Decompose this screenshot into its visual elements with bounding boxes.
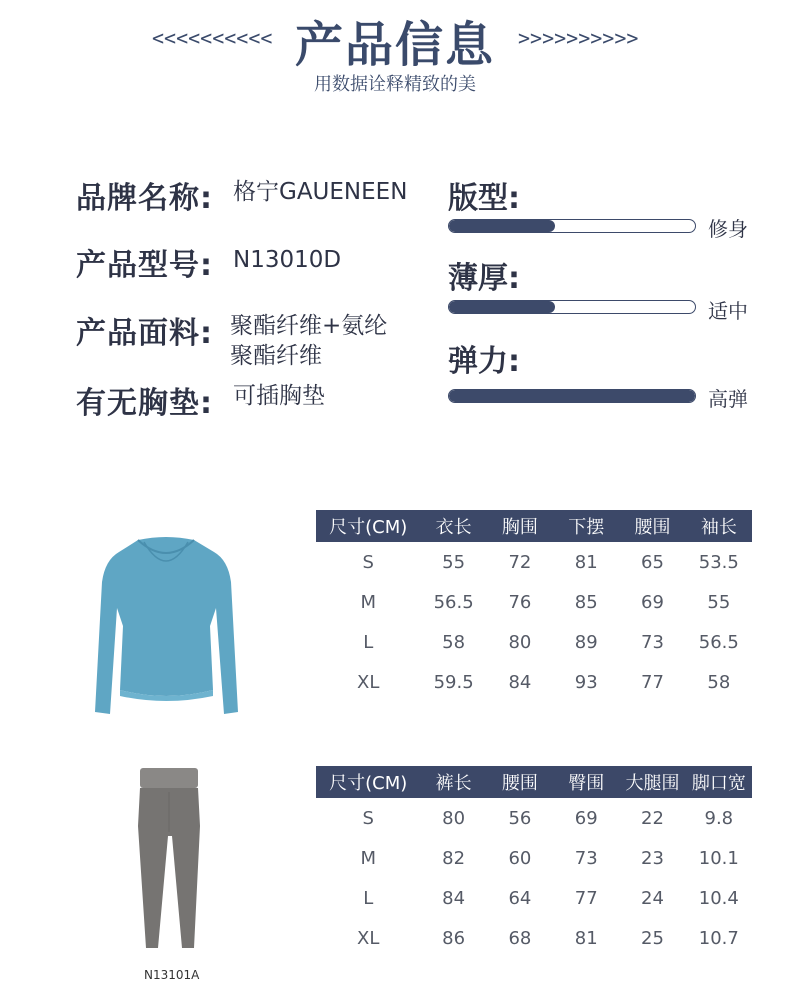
- page-subtitle: 用数据诠释精致的美: [314, 74, 476, 95]
- table-cell: XL: [357, 927, 380, 949]
- table-row: [316, 918, 752, 958]
- table-cell: S: [362, 551, 374, 573]
- fabric-value-line1: 聚酯纤维+氨纶: [230, 313, 388, 339]
- table-header-cell: 大腿围: [619, 766, 685, 798]
- table-row: [316, 662, 752, 702]
- page-title: 产品信息: [294, 17, 495, 73]
- table-cell: 64: [508, 887, 532, 909]
- table-header-cell: 尺寸(CM): [316, 766, 420, 798]
- table-header-cell: 裤长: [420, 766, 486, 798]
- table-cell: 76: [508, 591, 532, 613]
- brand-label: 品牌名称:: [76, 181, 213, 216]
- table-cell: 58: [707, 671, 731, 693]
- table-cell: 69: [574, 807, 598, 829]
- table-cell: 72: [508, 551, 532, 573]
- leggings-size-table: [316, 766, 752, 958]
- table-cell: 59.5: [433, 671, 474, 693]
- table-header-cell: 胸围: [487, 510, 553, 542]
- right-decorative-arrows: >>>>>>>>>>: [518, 26, 639, 50]
- table-cell: 68: [508, 927, 532, 949]
- fit-bar-fill: [449, 220, 555, 232]
- leggings-image: [134, 766, 204, 952]
- product-image-caption: N13101A: [144, 968, 200, 982]
- table-cell: 77: [574, 887, 598, 909]
- table-row: [316, 582, 752, 622]
- table-header-row: [316, 766, 752, 798]
- chest-pad-value: 可插胸垫: [233, 383, 325, 409]
- model-value: N13010D: [233, 247, 342, 273]
- table-cell: 73: [574, 847, 598, 869]
- table-cell: 65: [641, 551, 664, 573]
- table-cell: 86: [442, 927, 466, 949]
- fabric-value-line2: 聚酯纤维: [230, 343, 322, 369]
- table-cell: 89: [574, 631, 598, 653]
- table-cell: 56: [508, 807, 532, 829]
- table-header-cell: 袖长: [686, 510, 752, 542]
- table-header-cell: 臀围: [553, 766, 619, 798]
- table-cell: 9.8: [704, 807, 734, 829]
- table-cell: L: [363, 631, 374, 653]
- table-cell: 55: [707, 591, 731, 613]
- table-cell: 53.5: [698, 551, 739, 573]
- thickness-bar: [448, 300, 696, 314]
- table-header-cell: 衣长: [420, 510, 486, 542]
- table-cell: 81: [574, 927, 598, 949]
- table-header-cell: 脚口宽: [686, 766, 752, 798]
- table-cell: 56.5: [433, 591, 474, 613]
- left-decorative-arrows: <<<<<<<<<<: [152, 26, 273, 50]
- elasticity-label: 弹力:: [448, 344, 520, 379]
- table-cell: 93: [574, 671, 598, 693]
- table-cell: 25: [641, 927, 664, 949]
- table-cell: M: [360, 591, 376, 613]
- table-cell: L: [363, 887, 374, 909]
- table-cell: 77: [641, 671, 664, 693]
- table-cell: 85: [574, 591, 598, 613]
- table-cell: 23: [641, 847, 664, 869]
- table-cell: 80: [508, 631, 532, 653]
- table-cell: 58: [442, 631, 466, 653]
- table-cell: 69: [641, 591, 664, 613]
- table-cell: 10.7: [698, 927, 739, 949]
- table-row: [316, 798, 752, 838]
- table-cell: M: [360, 847, 376, 869]
- long-sleeve-top-image: [86, 530, 246, 722]
- table-header-cell: 腰围: [619, 510, 685, 542]
- table-header-row: [316, 510, 752, 542]
- table-cell: 10.1: [698, 847, 739, 869]
- table-row: [316, 878, 752, 918]
- table-cell: 22: [641, 807, 664, 829]
- fit-value: 修身: [708, 217, 748, 241]
- table-row: [316, 838, 752, 878]
- elasticity-bar-fill: [449, 390, 695, 402]
- table-cell: 81: [574, 551, 598, 573]
- table-cell: XL: [357, 671, 380, 693]
- table-cell: 56.5: [698, 631, 739, 653]
- chest-pad-label: 有无胸垫:: [76, 386, 213, 421]
- thickness-value: 适中: [708, 299, 748, 323]
- model-label: 产品型号:: [76, 248, 213, 283]
- table-cell: 80: [442, 807, 466, 829]
- thickness-bar-fill: [449, 301, 555, 313]
- table-cell: 24: [641, 887, 664, 909]
- table-cell: 82: [442, 847, 466, 869]
- table-cell: 55: [442, 551, 466, 573]
- table-row: [316, 542, 752, 582]
- fabric-label: 产品面料:: [76, 316, 213, 351]
- table-cell: 84: [442, 887, 466, 909]
- table-cell: 73: [641, 631, 664, 653]
- top-size-table: [316, 510, 752, 702]
- brand-value: 格宁GAUENEEN: [233, 179, 408, 205]
- table-header-cell: 腰围: [487, 766, 553, 798]
- elasticity-value: 高弹: [708, 387, 748, 411]
- thickness-label: 薄厚:: [448, 261, 520, 296]
- table-header-cell: 下摆: [553, 510, 619, 542]
- table-header-cell: 尺寸(CM): [316, 510, 420, 542]
- table-cell: 10.4: [698, 887, 739, 909]
- table-cell: 60: [508, 847, 532, 869]
- fit-label: 版型:: [448, 181, 520, 216]
- table-cell: S: [362, 807, 374, 829]
- elasticity-bar: [448, 389, 696, 403]
- table-cell: 84: [508, 671, 532, 693]
- fit-bar: [448, 219, 696, 233]
- table-row: [316, 622, 752, 662]
